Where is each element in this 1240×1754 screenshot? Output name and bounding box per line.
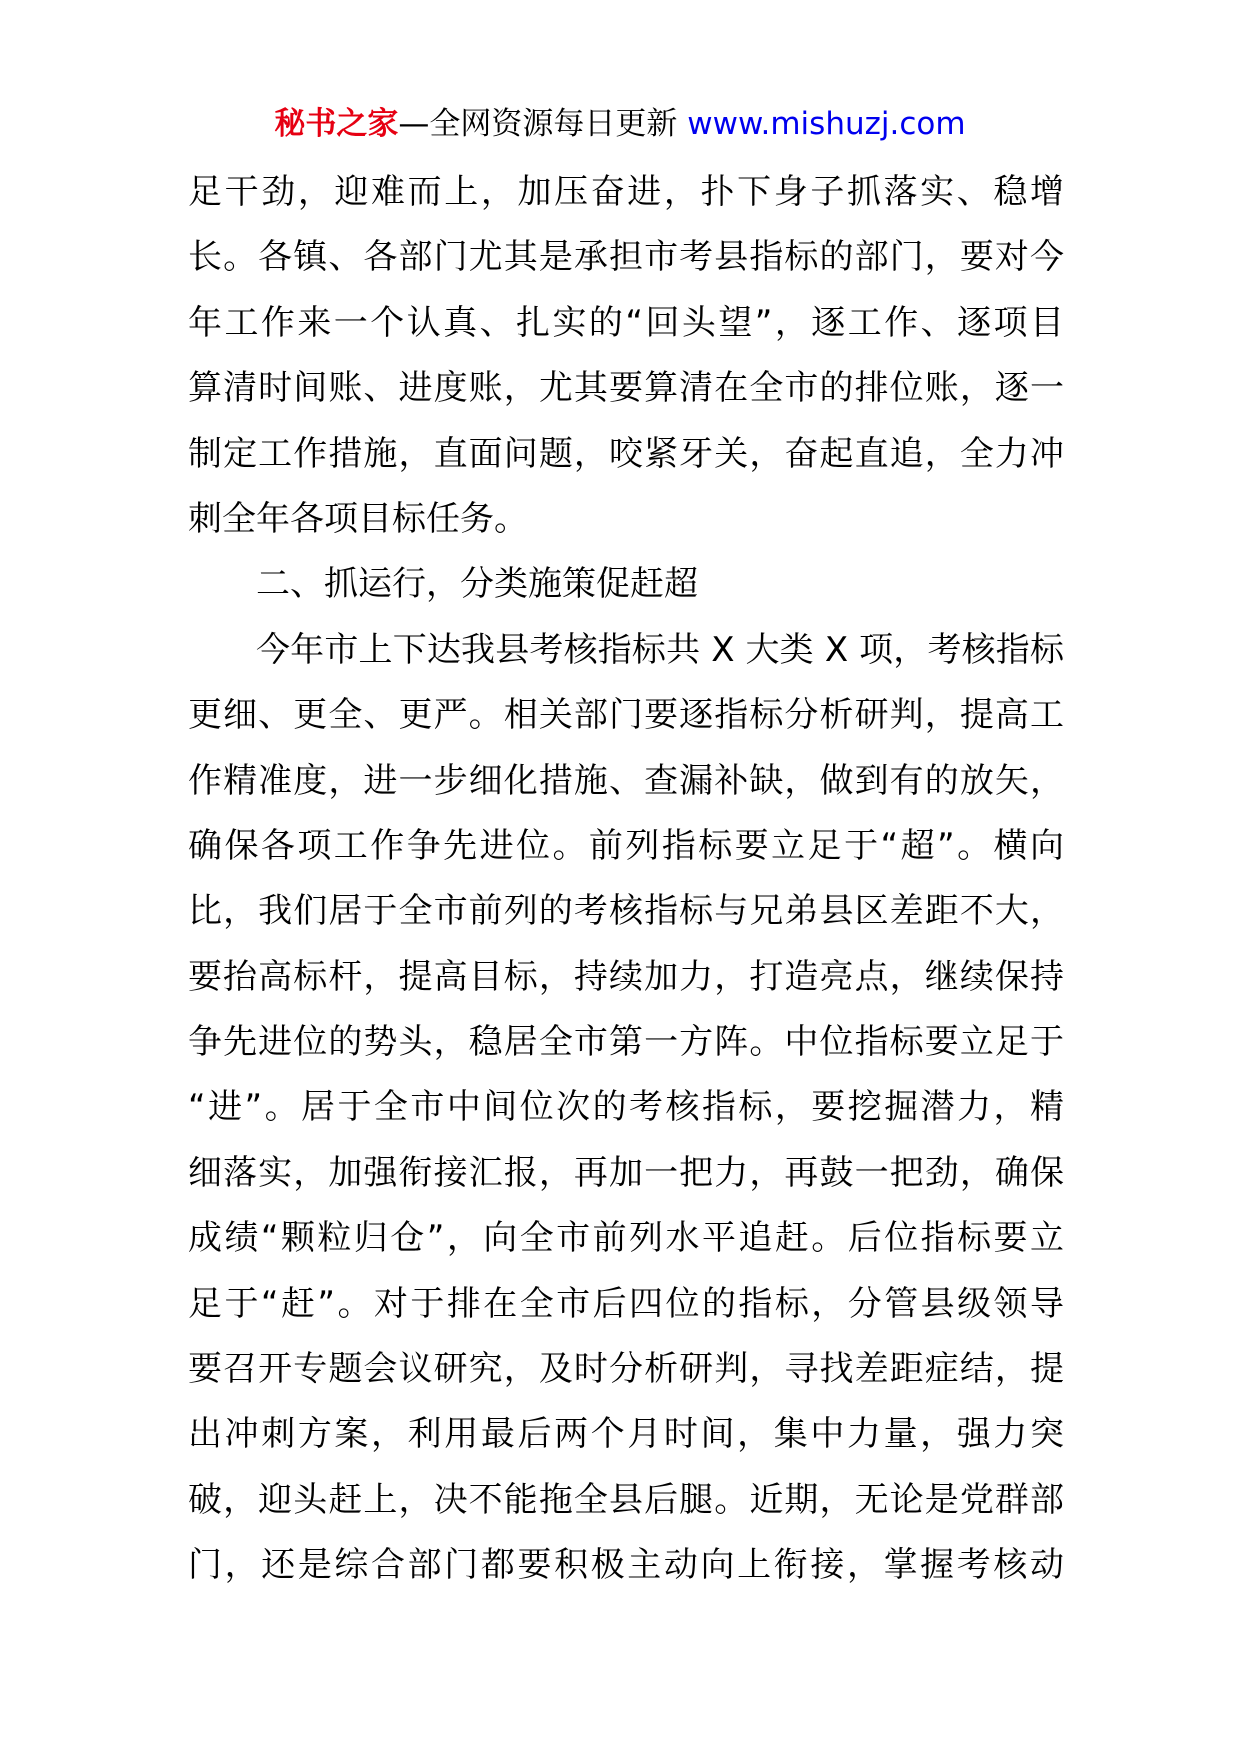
body-line: 门，还是综合部门都要积极主动向上衔接，掌握考核动 xyxy=(188,1545,1064,1586)
body-line: 比，我们居于全市前列的考核指标与兄弟县区差距不大， xyxy=(188,891,1064,932)
section-heading: 二、抓运行，分类施策促赶超 xyxy=(256,564,698,605)
body-line: 确保各项工作争先进位。前列指标要立足于“超”。横向 xyxy=(188,825,1064,866)
body-line: 算清时间账、进度账，尤其要算清在全市的排位账，逐一 xyxy=(188,368,1064,409)
body-line: 作精准度，进一步细化措施、查漏补缺，做到有的放矢， xyxy=(188,760,1064,801)
body-line: 要召开专题会议研究，及时分析研判，寻找差距症结，提 xyxy=(188,1349,1064,1390)
body-line: 更细、更全、更严。相关部门要逐指标分析研判，提高工 xyxy=(188,695,1064,736)
body-line: 刺全年各项目标任务。 xyxy=(188,498,528,539)
body-line: 足干劲，迎难而上，加压奋进，扑下身子抓落实、稳增 xyxy=(188,172,1064,212)
body-line: 要抬高标杆，提高目标，持续加力，打造亮点，继续保持 xyxy=(188,956,1064,997)
body-line: 制定工作措施，直面问题，咬紧牙关，奋起直追，全力冲 xyxy=(188,433,1064,474)
site-brand: 秘书之家 xyxy=(274,106,399,142)
body-line: 长。各镇、各部门尤其是承担市考县指标的部门，要对今 xyxy=(188,237,1064,278)
body-line: 细落实，加强衔接汇报，再加一把力，再鼓一把劲，确保 xyxy=(188,1152,1064,1193)
body-line: 出冲刺方案，利用最后两个月时间，集中力量，强力突 xyxy=(188,1414,1064,1455)
body-line: 今年市上下达我县考核指标共 X 大类 X 项，考核指标 xyxy=(256,629,1064,670)
body-line: 破，迎头赶上，决不能拖全县后腿。近期，无论是党群部 xyxy=(188,1479,1064,1520)
site-url-link[interactable]: www.mishuzj.com xyxy=(687,106,966,142)
body-line: 成绩“颗粒归仓”，向全市前列水平追赶。后位指标要立 xyxy=(188,1218,1064,1259)
body-line: 足于“赶”。对于排在全市后四位的指标，分管县级领导 xyxy=(188,1283,1064,1324)
body-line: 年工作来一个认真、扎实的“回头望”，逐工作、逐项目 xyxy=(188,302,1064,343)
body-line: 争先进位的势头，稳居全市第一方阵。中位指标要立足于 xyxy=(188,1022,1064,1063)
document-body xyxy=(188,160,1064,1599)
site-header xyxy=(0,102,1240,146)
body-line: “进”。居于全市中间位次的考核指标，要挖掘潜力，精 xyxy=(188,1087,1064,1128)
site-tagline: —全网资源每日更新 xyxy=(398,106,688,142)
